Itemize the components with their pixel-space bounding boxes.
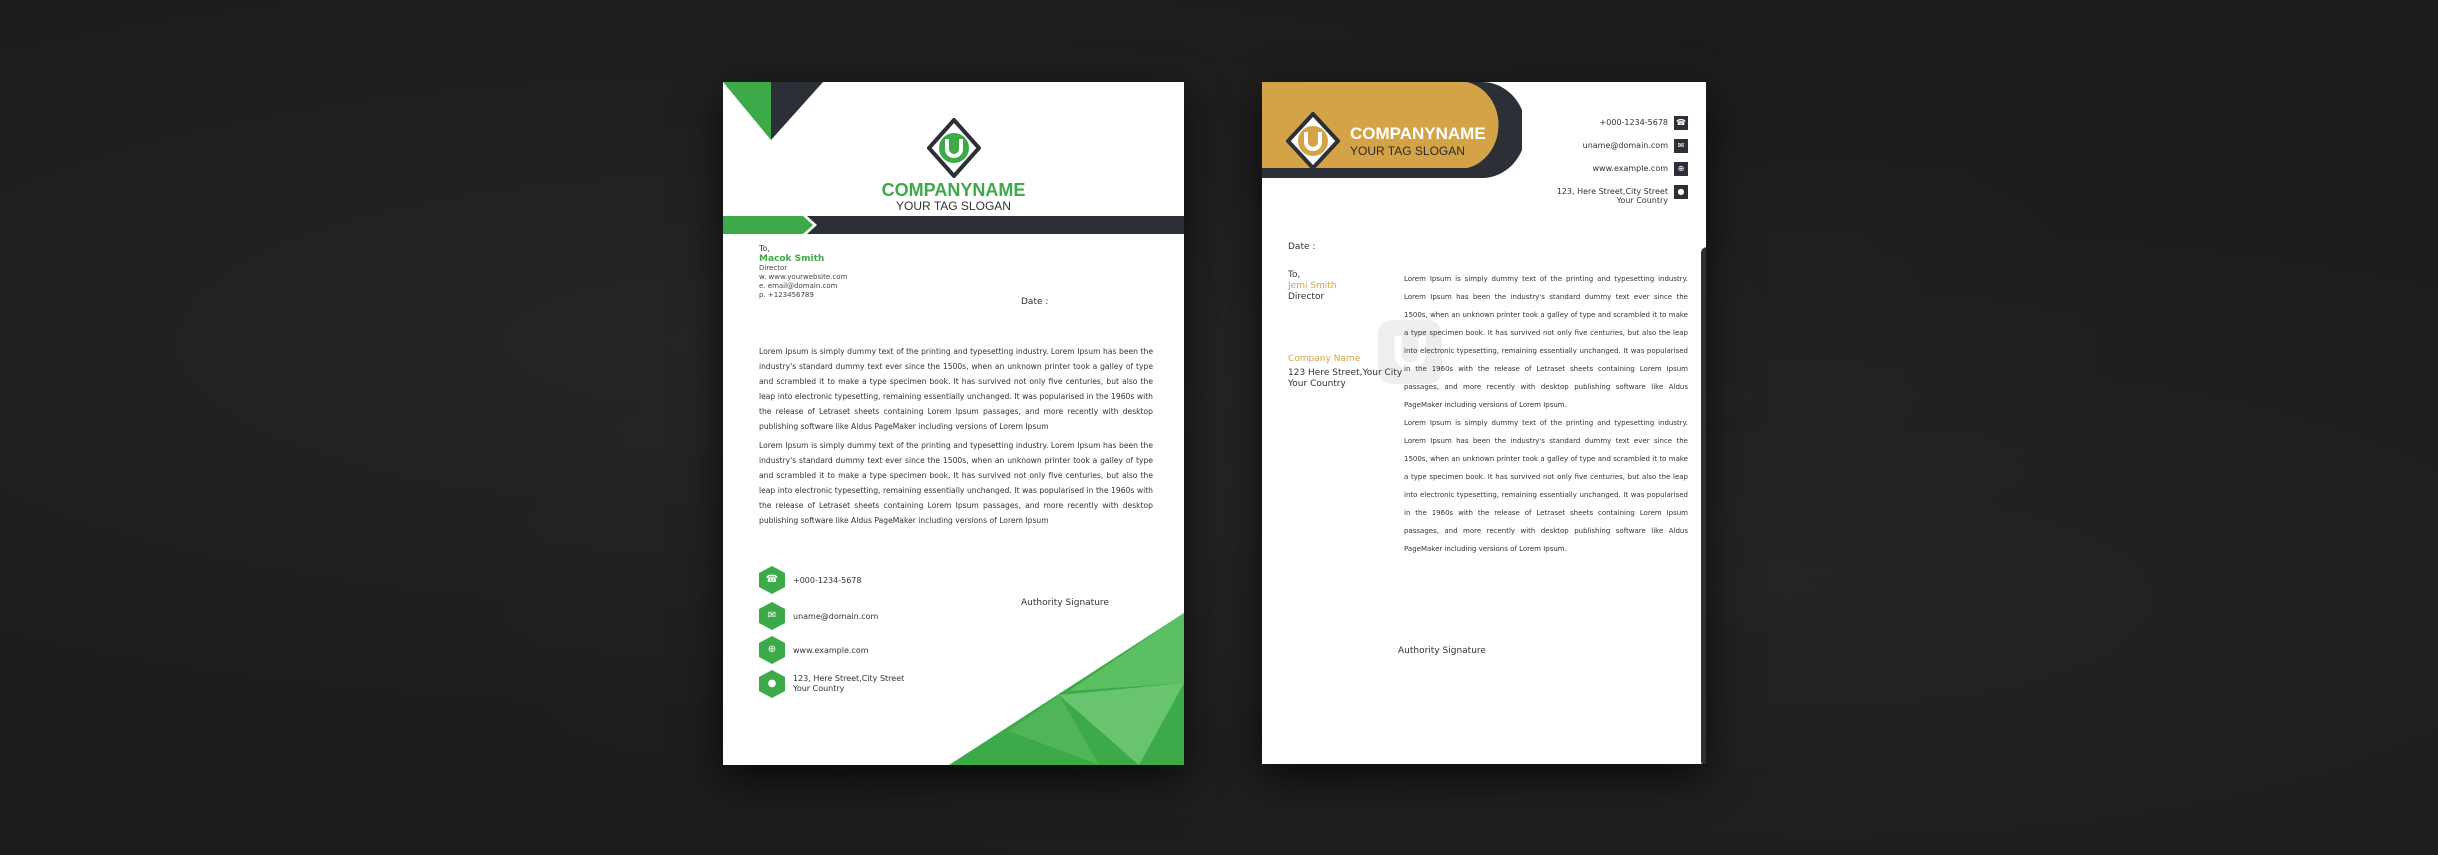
header-email-text: uname@domain.com: [1582, 141, 1668, 150]
recipient-name: Macok Smith: [759, 254, 825, 264]
email-icon: ✉: [1674, 139, 1688, 153]
body-paragraph-1: Lorem Ipsum is simply dummy text of the printing and typesetting industry. Lorem Ipsum has been the industry's standard dummy text ever since the 1500s, when an unknown printer took a galley of type and scrambled it to make a type specimen book. It has survived not only five centuries, but also the leap into electronic typesetting, remaining essentially unchanged. It was popularised in the 1960s with the release of Letraset sheets containing Lorem Ipsum passages, and more recently with desktop publishing software like Aldus PageMaker including versions of Lorem Ipsum: [759, 347, 1153, 431]
recipient-phone: p. +123456789: [759, 291, 814, 299]
u-logo-icon: [927, 118, 981, 178]
globe-icon: ⊕: [759, 636, 785, 664]
corner-decoration: [723, 82, 833, 144]
header-phone-text: +000-1234-5678: [1599, 118, 1668, 127]
body-paragraph-1: Lorem Ipsum is simply dummy text of the printing and typesetting industry. Lorem Ipsum has been the industry's standard dummy text ever since the 1500s, when an unknown printer took a galley of type and scrambled it to make a type specimen book. It has survived not only five centuries, but also the leap into electronic typesetting, remaining essentially unchanged. It was popularised in the 1960s with the release of Letraset sheets containing Lorem Ipsum passages, and more recently with desktop publishing software like Aldus PageMaker including versions of Lorem Ipsum.: [1404, 275, 1688, 409]
location-pin-icon: ●: [759, 670, 785, 698]
phone-icon: ☎: [759, 566, 785, 594]
header-address-line-2: Your Country: [1616, 196, 1668, 205]
header-contact-email: [1557, 139, 1688, 153]
contact-website: [759, 636, 869, 664]
company-slogan: YOUR TAG SLOGAN: [1350, 144, 1465, 158]
contact-email: [759, 602, 878, 630]
recipient-block: [1288, 270, 1337, 303]
date-label: Date :: [1288, 242, 1316, 252]
date-label: Date :: [1021, 297, 1049, 307]
footer-triangle-decoration: [949, 613, 1184, 765]
company-address-line-2: Your Country: [1288, 379, 1346, 389]
header-address-line-1: 123, Here Street,City Street: [1556, 187, 1668, 196]
company-name: COMPANYNAME: [881, 180, 1026, 200]
company-slogan: YOUR TAG SLOGAN: [896, 199, 1011, 213]
recipient-email: e. email@domain.com: [759, 282, 838, 290]
recipient-website: w. www.yourwebsite.com: [759, 273, 848, 281]
address-line-1: 123, Here Street,City Street: [793, 674, 905, 683]
contact-address: [759, 670, 904, 698]
body-paragraph-2: Lorem Ipsum is simply dummy text of the printing and typesetting industry. Lorem Ipsum has been the industry's standard dummy text ever since the 1500s, when an unknown printer took a galley of type and scrambled it to make a type specimen book. It has survived not only five centuries, but also the leap into electronic typesetting, remaining essentially unchanged. It was popularised in the 1960s with the release of Letraset sheets containing Lorem Ipsum passages, and more recently with desktop publishing software like Aldus PageMaker including versions of Lorem Ipsum: [759, 441, 1153, 525]
globe-icon: ⊕: [1674, 162, 1688, 176]
to-label: To,: [1288, 270, 1301, 280]
header-contact-website: [1557, 162, 1688, 176]
recipient-title: Director: [1288, 292, 1325, 302]
letterhead-gold: [1262, 82, 1706, 764]
header-contacts: [1557, 116, 1688, 214]
location-pin-icon: ●: [1674, 185, 1688, 199]
company-address: [1288, 368, 1402, 390]
recipient-block: [759, 244, 847, 300]
side-edge-decoration: [1701, 247, 1706, 764]
phone-icon: ☎: [1674, 116, 1688, 130]
contact-phone: [759, 566, 861, 594]
body-paragraph-2: Lorem Ipsum is simply dummy text of the printing and typesetting industry. Lorem Ipsum has been the industry's standard dummy text ever since the 1500s, when an unknown printer took a galley of type and scrambled it to make a type specimen book. It has survived not only five centuries, but also the leap into electronic typesetting, remaining essentially unchanged. It was popularised in the 1960s with the release of Letraset sheets containing Lorem Ipsum passages, and more recently with desktop publishing software like Aldus PageMaker including versions of Lorem Ipsum.: [1404, 419, 1688, 553]
header-band: [723, 216, 1184, 234]
address-line-2: Your Country: [793, 684, 845, 693]
to-label: To,: [759, 244, 770, 253]
signature-label: Authority Signature: [1398, 646, 1486, 656]
u-logo-icon: [1286, 112, 1340, 170]
header-contact-phone: [1557, 116, 1688, 130]
contact-phone-text: +000-1234-5678: [793, 575, 862, 585]
contact-email-text: uname@domain.com: [793, 611, 879, 621]
signature-label: Authority Signature: [1021, 598, 1109, 608]
header-contact-address: [1557, 185, 1688, 205]
recipient-title: Director: [759, 264, 788, 272]
company-name-label: Company Name: [1288, 354, 1361, 364]
letterhead-green: [723, 82, 1184, 765]
contact-website-text: www.example.com: [793, 645, 869, 655]
recipient-name: Jemi Smith: [1288, 281, 1337, 291]
company-name: COMPANYNAME: [1350, 124, 1486, 143]
header-website-text: www.example.com: [1592, 164, 1668, 173]
email-icon: ✉: [759, 602, 785, 630]
company-address-line-1: 123 Here Street,Your City: [1288, 368, 1403, 378]
